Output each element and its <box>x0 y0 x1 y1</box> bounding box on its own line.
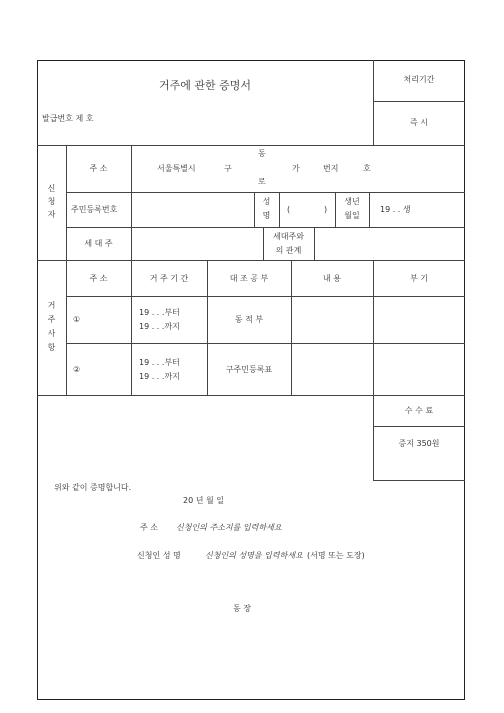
residence-section-label-3: 사 <box>47 329 56 338</box>
fee-value: 증지 350원 <box>398 439 440 448</box>
name-label-1: 성 <box>262 197 271 206</box>
relation-label-right <box>314 227 315 260</box>
signature-note: (서명 또는 도장) <box>307 551 365 560</box>
residence-row-1-from: 19 . . .부터 <box>139 308 180 317</box>
period-divider <box>373 101 465 102</box>
residence-header-note: 부 기 <box>410 274 428 283</box>
address-row-line <box>66 192 465 193</box>
header-divider <box>373 60 374 145</box>
name-paren-open: ( <box>287 205 291 214</box>
residence-row-2-ledger: 구주민등록표 <box>225 365 273 374</box>
certification-statement: 위와 같이 증명합니다. <box>54 483 132 492</box>
issue-number: 발급번호 제 호 <box>42 114 94 123</box>
applicant-address-input[interactable]: 신청인의 주소지를 입력하세요 <box>176 523 282 532</box>
header-bottom-line <box>37 145 465 146</box>
residence-row-2-number: ② <box>73 365 81 374</box>
residence-header-content: 내 용 <box>323 274 341 283</box>
residence-row-1-number: ① <box>73 315 81 324</box>
fee-box-mid <box>373 426 465 427</box>
processing-period-label: 처리기간 <box>403 75 435 84</box>
applicant-bottom-line <box>37 260 465 261</box>
residence-header-ledger: 대 조 공 부 <box>229 274 269 283</box>
document-title: 거주에 관한 증명서 <box>158 79 251 92</box>
name-label-2: 명 <box>262 211 271 220</box>
residence-bottom-line <box>37 395 465 396</box>
residence-section-label-1: 거 <box>47 301 56 310</box>
residence-header-line <box>66 296 465 297</box>
relation-label-2: 의 관계 <box>275 246 302 255</box>
applicant-section-label-3: 자 <box>47 210 56 219</box>
applicant-section-label-1: 신 <box>47 184 56 193</box>
residence-header-address: 주 소 <box>89 274 108 283</box>
resident-no-label: 주민등록번호 <box>71 205 118 214</box>
address-dong-top: 동 <box>258 149 266 158</box>
name-label-right <box>279 192 280 227</box>
applicant-name-input[interactable]: 신청인의 성명을 입력하세요 <box>205 551 303 560</box>
relation-label-left <box>263 227 264 260</box>
certification-date: 20 년 월 일 <box>183 496 224 505</box>
applicant-section-label-2: 청 <box>47 197 56 206</box>
name-paren-close: ) <box>324 205 328 214</box>
residence-row-2-to: 19 . . .까지 <box>139 372 180 381</box>
certification-address-label: 주 소 <box>140 523 158 532</box>
address-gu: 구 <box>224 164 232 173</box>
processing-period-value: 즉 시 <box>410 118 428 127</box>
birth-value: 19 . . 생 <box>380 205 411 214</box>
relation-label-1: 세대주와 <box>273 232 304 241</box>
address-beonji: 번지 <box>323 164 339 173</box>
residence-section-label-4: 항 <box>47 343 56 352</box>
residence-row-1-to: 19 . . .까지 <box>139 322 180 331</box>
birth-label-2: 월일 <box>344 211 360 220</box>
certificate-form <box>37 60 465 700</box>
address-label: 주 소 <box>89 164 108 173</box>
address-ho: 호 <box>363 164 371 173</box>
address-city: 서울특별시 <box>157 164 196 173</box>
residence-row-2-from: 19 . . .부터 <box>139 358 180 367</box>
birth-label-right <box>369 192 370 227</box>
residence-section-label-2: 주 <box>47 315 56 324</box>
applicant-label-divider <box>66 145 67 395</box>
fee-label: 수 수 료 <box>404 406 434 415</box>
birth-label-1: 생년 <box>344 197 360 206</box>
resident-row-line <box>66 227 465 228</box>
applicant-value-divider <box>131 145 132 260</box>
residence-header-period: 거 주 기 간 <box>149 274 189 283</box>
residence-row-line <box>66 343 465 344</box>
residence-row-1-ledger: 동 적 부 <box>234 315 264 324</box>
fee-box-bottom <box>373 480 465 481</box>
address-ga: 가 <box>292 164 300 173</box>
householder-label: 세 대 주 <box>84 239 113 248</box>
issuer-title: 동 장 <box>233 604 251 613</box>
address-dong-bottom: 로 <box>258 177 266 186</box>
certification-signer-label: 신청인 성 명 <box>137 551 181 560</box>
